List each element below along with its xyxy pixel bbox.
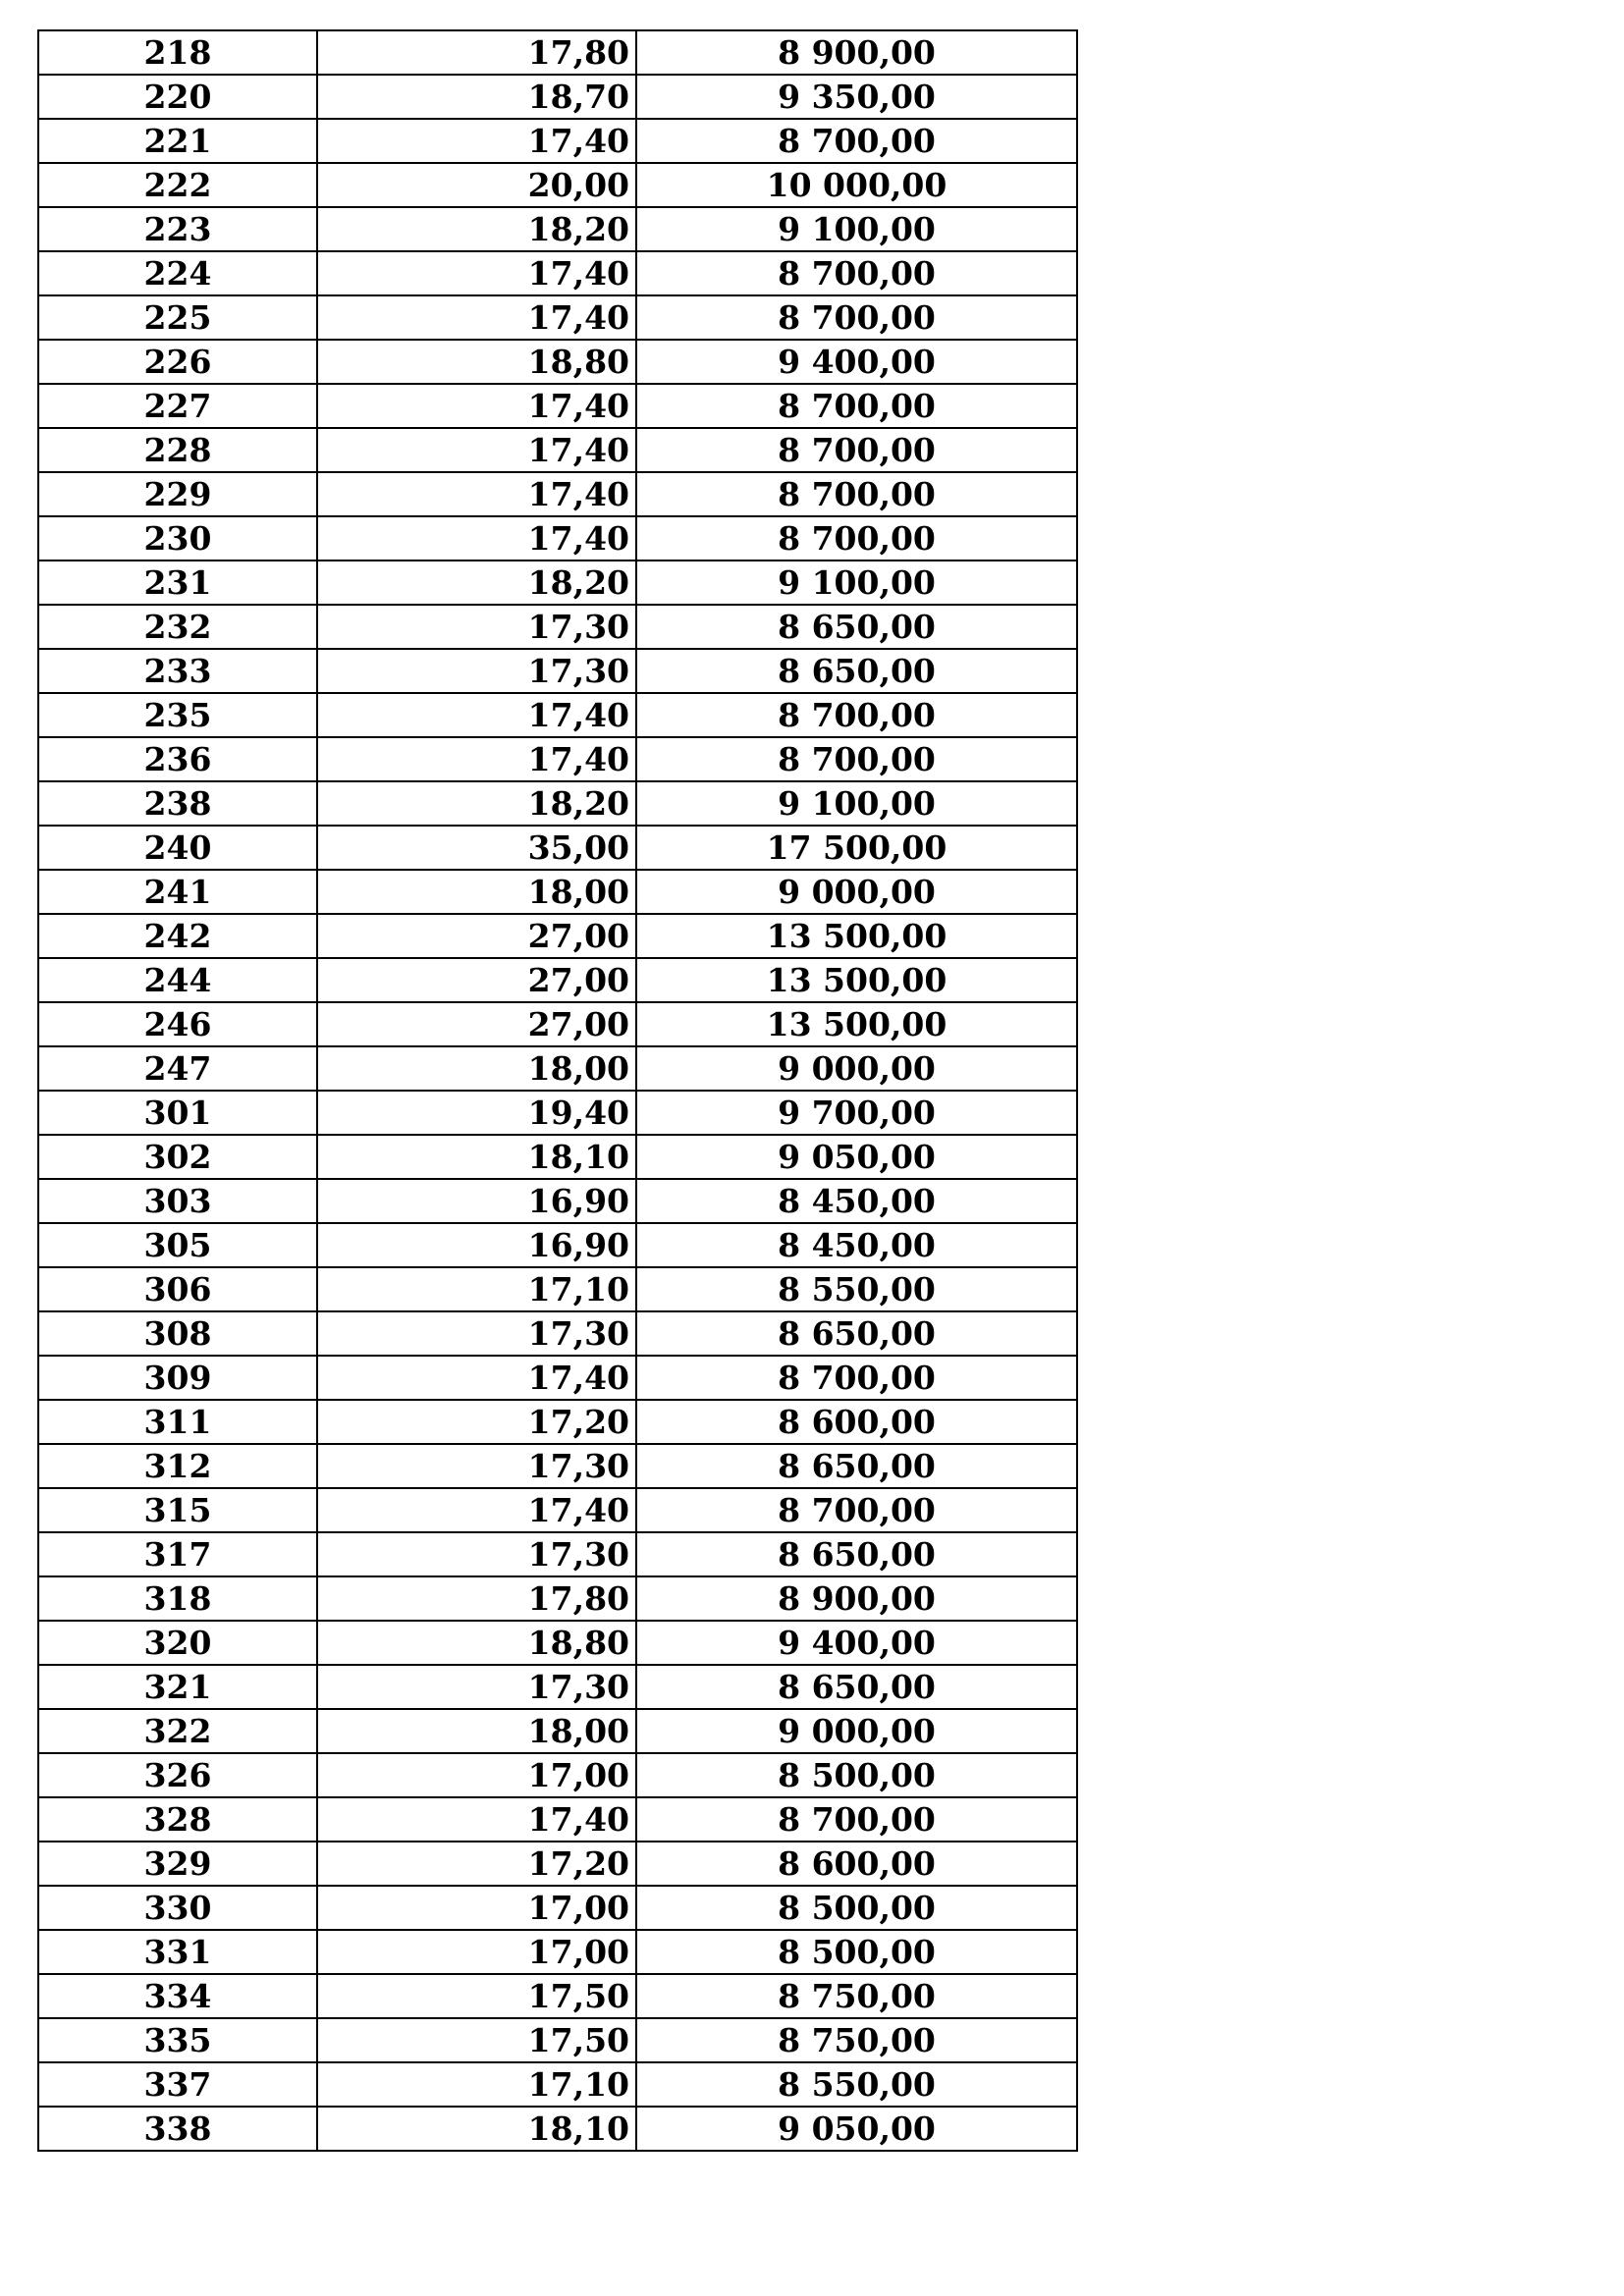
cell-amount: 8 550,00 — [636, 1267, 1077, 1311]
cell-amount: 8 700,00 — [636, 516, 1077, 561]
table-row — [38, 1356, 1077, 1400]
cell-quantity: 16,90 — [317, 1223, 636, 1267]
cell-amount: 8 700,00 — [636, 1488, 1077, 1532]
cell-quantity: 27,00 — [317, 1002, 636, 1046]
cell-quantity: 17,30 — [317, 1665, 636, 1709]
table-row — [38, 737, 1077, 781]
cell-id: 224 — [38, 251, 317, 295]
table-row — [38, 1753, 1077, 1797]
cell-amount: 8 450,00 — [636, 1179, 1077, 1223]
cell-amount: 8 700,00 — [636, 737, 1077, 781]
cell-quantity: 17,40 — [317, 693, 636, 737]
cell-quantity: 17,30 — [317, 605, 636, 649]
table-body — [38, 30, 1077, 2151]
cell-quantity: 19,40 — [317, 1091, 636, 1135]
cell-quantity: 18,10 — [317, 2107, 636, 2151]
data-table — [37, 29, 1078, 2152]
cell-quantity: 17,30 — [317, 1532, 636, 1576]
cell-amount: 8 700,00 — [636, 1356, 1077, 1400]
cell-id: 218 — [38, 30, 317, 75]
cell-id: 244 — [38, 958, 317, 1002]
cell-id: 230 — [38, 516, 317, 561]
cell-quantity: 20,00 — [317, 163, 636, 207]
cell-amount: 8 650,00 — [636, 1444, 1077, 1488]
table-row — [38, 1709, 1077, 1753]
cell-id: 334 — [38, 1974, 317, 2018]
cell-quantity: 17,30 — [317, 1311, 636, 1356]
cell-amount: 9 100,00 — [636, 207, 1077, 251]
cell-amount: 8 900,00 — [636, 30, 1077, 75]
cell-quantity: 18,80 — [317, 1621, 636, 1665]
table-row — [38, 1311, 1077, 1356]
table-row — [38, 1002, 1077, 1046]
cell-id: 238 — [38, 781, 317, 826]
cell-id: 222 — [38, 163, 317, 207]
cell-id: 308 — [38, 1311, 317, 1356]
cell-amount: 9 000,00 — [636, 1046, 1077, 1091]
table-row — [38, 1621, 1077, 1665]
cell-id: 321 — [38, 1665, 317, 1709]
table-row — [38, 561, 1077, 605]
cell-quantity: 18,00 — [317, 1046, 636, 1091]
cell-id: 235 — [38, 693, 317, 737]
cell-quantity: 16,90 — [317, 1179, 636, 1223]
table-row — [38, 207, 1077, 251]
cell-quantity: 17,40 — [317, 295, 636, 340]
cell-amount: 8 500,00 — [636, 1930, 1077, 1974]
table-row — [38, 1886, 1077, 1930]
table-row — [38, 605, 1077, 649]
cell-id: 320 — [38, 1621, 317, 1665]
table-row — [38, 251, 1077, 295]
cell-quantity: 18,20 — [317, 561, 636, 605]
cell-quantity: 18,10 — [317, 1135, 636, 1179]
cell-quantity: 18,70 — [317, 75, 636, 119]
table-row — [38, 693, 1077, 737]
cell-id: 236 — [38, 737, 317, 781]
cell-id: 329 — [38, 1842, 317, 1886]
cell-quantity: 17,30 — [317, 649, 636, 693]
cell-amount: 9 100,00 — [636, 781, 1077, 826]
table-row — [38, 472, 1077, 516]
table-row — [38, 1974, 1077, 2018]
cell-amount: 8 700,00 — [636, 295, 1077, 340]
cell-amount: 13 500,00 — [636, 958, 1077, 1002]
table-row — [38, 1091, 1077, 1135]
table-row — [38, 1400, 1077, 1444]
cell-id: 231 — [38, 561, 317, 605]
cell-quantity: 17,00 — [317, 1930, 636, 1974]
table-row — [38, 1179, 1077, 1223]
cell-quantity: 17,40 — [317, 472, 636, 516]
cell-amount: 9 000,00 — [636, 870, 1077, 914]
table-row — [38, 428, 1077, 472]
table-row — [38, 649, 1077, 693]
table-row — [38, 1930, 1077, 1974]
table-row — [38, 1267, 1077, 1311]
table-row — [38, 2018, 1077, 2062]
cell-amount: 8 700,00 — [636, 428, 1077, 472]
cell-id: 220 — [38, 75, 317, 119]
cell-amount: 8 750,00 — [636, 1974, 1077, 2018]
cell-quantity: 17,40 — [317, 428, 636, 472]
cell-id: 303 — [38, 1179, 317, 1223]
table-row — [38, 163, 1077, 207]
cell-id: 335 — [38, 2018, 317, 2062]
cell-quantity: 18,00 — [317, 870, 636, 914]
document-page — [37, 29, 1076, 2152]
cell-id: 302 — [38, 1135, 317, 1179]
cell-amount: 8 700,00 — [636, 119, 1077, 163]
cell-quantity: 27,00 — [317, 914, 636, 958]
cell-amount: 8 550,00 — [636, 2062, 1077, 2107]
cell-id: 322 — [38, 1709, 317, 1753]
table-row — [38, 384, 1077, 428]
cell-quantity: 17,20 — [317, 1400, 636, 1444]
cell-id: 312 — [38, 1444, 317, 1488]
table-row — [38, 1135, 1077, 1179]
table-row — [38, 30, 1077, 75]
cell-quantity: 17,40 — [317, 1797, 636, 1842]
cell-quantity: 17,50 — [317, 2018, 636, 2062]
cell-quantity: 17,80 — [317, 1576, 636, 1621]
table-row — [38, 1842, 1077, 1886]
cell-id: 328 — [38, 1797, 317, 1842]
cell-id: 226 — [38, 340, 317, 384]
cell-id: 221 — [38, 119, 317, 163]
cell-amount: 8 650,00 — [636, 1665, 1077, 1709]
cell-amount: 13 500,00 — [636, 914, 1077, 958]
table-row — [38, 295, 1077, 340]
cell-id: 337 — [38, 2062, 317, 2107]
cell-quantity: 18,80 — [317, 340, 636, 384]
table-row — [38, 75, 1077, 119]
table-row — [38, 2062, 1077, 2107]
cell-quantity: 17,40 — [317, 119, 636, 163]
table-row — [38, 826, 1077, 870]
table-row — [38, 914, 1077, 958]
cell-quantity: 17,00 — [317, 1753, 636, 1797]
table-row — [38, 1444, 1077, 1488]
table-row — [38, 2107, 1077, 2151]
cell-id: 315 — [38, 1488, 317, 1532]
cell-amount: 8 650,00 — [636, 605, 1077, 649]
cell-quantity: 27,00 — [317, 958, 636, 1002]
cell-quantity: 17,40 — [317, 1356, 636, 1400]
cell-id: 223 — [38, 207, 317, 251]
cell-id: 229 — [38, 472, 317, 516]
cell-id: 317 — [38, 1532, 317, 1576]
cell-amount: 10 000,00 — [636, 163, 1077, 207]
cell-quantity: 18,20 — [317, 207, 636, 251]
cell-quantity: 35,00 — [317, 826, 636, 870]
cell-amount: 8 650,00 — [636, 649, 1077, 693]
cell-amount: 8 650,00 — [636, 1532, 1077, 1576]
cell-amount: 9 400,00 — [636, 340, 1077, 384]
cell-quantity: 17,40 — [317, 516, 636, 561]
table-row — [38, 1576, 1077, 1621]
cell-id: 309 — [38, 1356, 317, 1400]
cell-id: 232 — [38, 605, 317, 649]
table-row — [38, 119, 1077, 163]
cell-id: 240 — [38, 826, 317, 870]
cell-id: 331 — [38, 1930, 317, 1974]
cell-amount: 8 600,00 — [636, 1842, 1077, 1886]
cell-id: 305 — [38, 1223, 317, 1267]
table-row — [38, 1797, 1077, 1842]
cell-amount: 9 050,00 — [636, 2107, 1077, 2151]
cell-id: 318 — [38, 1576, 317, 1621]
cell-id: 246 — [38, 1002, 317, 1046]
cell-amount: 8 650,00 — [636, 1311, 1077, 1356]
cell-quantity: 17,00 — [317, 1886, 636, 1930]
cell-id: 330 — [38, 1886, 317, 1930]
cell-amount: 8 500,00 — [636, 1753, 1077, 1797]
cell-amount: 8 750,00 — [636, 2018, 1077, 2062]
table-row — [38, 516, 1077, 561]
table-row — [38, 958, 1077, 1002]
cell-amount: 8 600,00 — [636, 1400, 1077, 1444]
cell-quantity: 17,50 — [317, 1974, 636, 2018]
cell-id: 227 — [38, 384, 317, 428]
cell-quantity: 18,00 — [317, 1709, 636, 1753]
table-row — [38, 1488, 1077, 1532]
table-row — [38, 1223, 1077, 1267]
cell-amount: 9 700,00 — [636, 1091, 1077, 1135]
table-row — [38, 340, 1077, 384]
cell-id: 338 — [38, 2107, 317, 2151]
cell-amount: 9 050,00 — [636, 1135, 1077, 1179]
table-row — [38, 870, 1077, 914]
cell-id: 241 — [38, 870, 317, 914]
cell-quantity: 17,80 — [317, 30, 636, 75]
cell-quantity: 17,30 — [317, 1444, 636, 1488]
cell-amount: 8 700,00 — [636, 693, 1077, 737]
cell-id: 301 — [38, 1091, 317, 1135]
cell-amount: 13 500,00 — [636, 1002, 1077, 1046]
cell-id: 311 — [38, 1400, 317, 1444]
cell-amount: 8 700,00 — [636, 1797, 1077, 1842]
cell-id: 326 — [38, 1753, 317, 1797]
cell-amount: 9 000,00 — [636, 1709, 1077, 1753]
cell-quantity: 17,40 — [317, 1488, 636, 1532]
cell-quantity: 18,20 — [317, 781, 636, 826]
cell-id: 242 — [38, 914, 317, 958]
cell-quantity: 17,10 — [317, 1267, 636, 1311]
cell-amount: 9 400,00 — [636, 1621, 1077, 1665]
cell-quantity: 17,40 — [317, 251, 636, 295]
cell-amount: 17 500,00 — [636, 826, 1077, 870]
cell-amount: 9 100,00 — [636, 561, 1077, 605]
cell-quantity: 17,20 — [317, 1842, 636, 1886]
cell-amount: 8 700,00 — [636, 384, 1077, 428]
cell-id: 225 — [38, 295, 317, 340]
cell-id: 306 — [38, 1267, 317, 1311]
cell-quantity: 17,40 — [317, 384, 636, 428]
cell-amount: 8 700,00 — [636, 251, 1077, 295]
cell-amount: 8 500,00 — [636, 1886, 1077, 1930]
cell-amount: 9 350,00 — [636, 75, 1077, 119]
table-row — [38, 1046, 1077, 1091]
cell-quantity: 17,10 — [317, 2062, 636, 2107]
cell-id: 228 — [38, 428, 317, 472]
table-row — [38, 1665, 1077, 1709]
cell-id: 233 — [38, 649, 317, 693]
cell-id: 247 — [38, 1046, 317, 1091]
table-row — [38, 1532, 1077, 1576]
table-row — [38, 781, 1077, 826]
cell-quantity: 17,40 — [317, 737, 636, 781]
cell-amount: 8 700,00 — [636, 472, 1077, 516]
cell-amount: 8 450,00 — [636, 1223, 1077, 1267]
cell-amount: 8 900,00 — [636, 1576, 1077, 1621]
